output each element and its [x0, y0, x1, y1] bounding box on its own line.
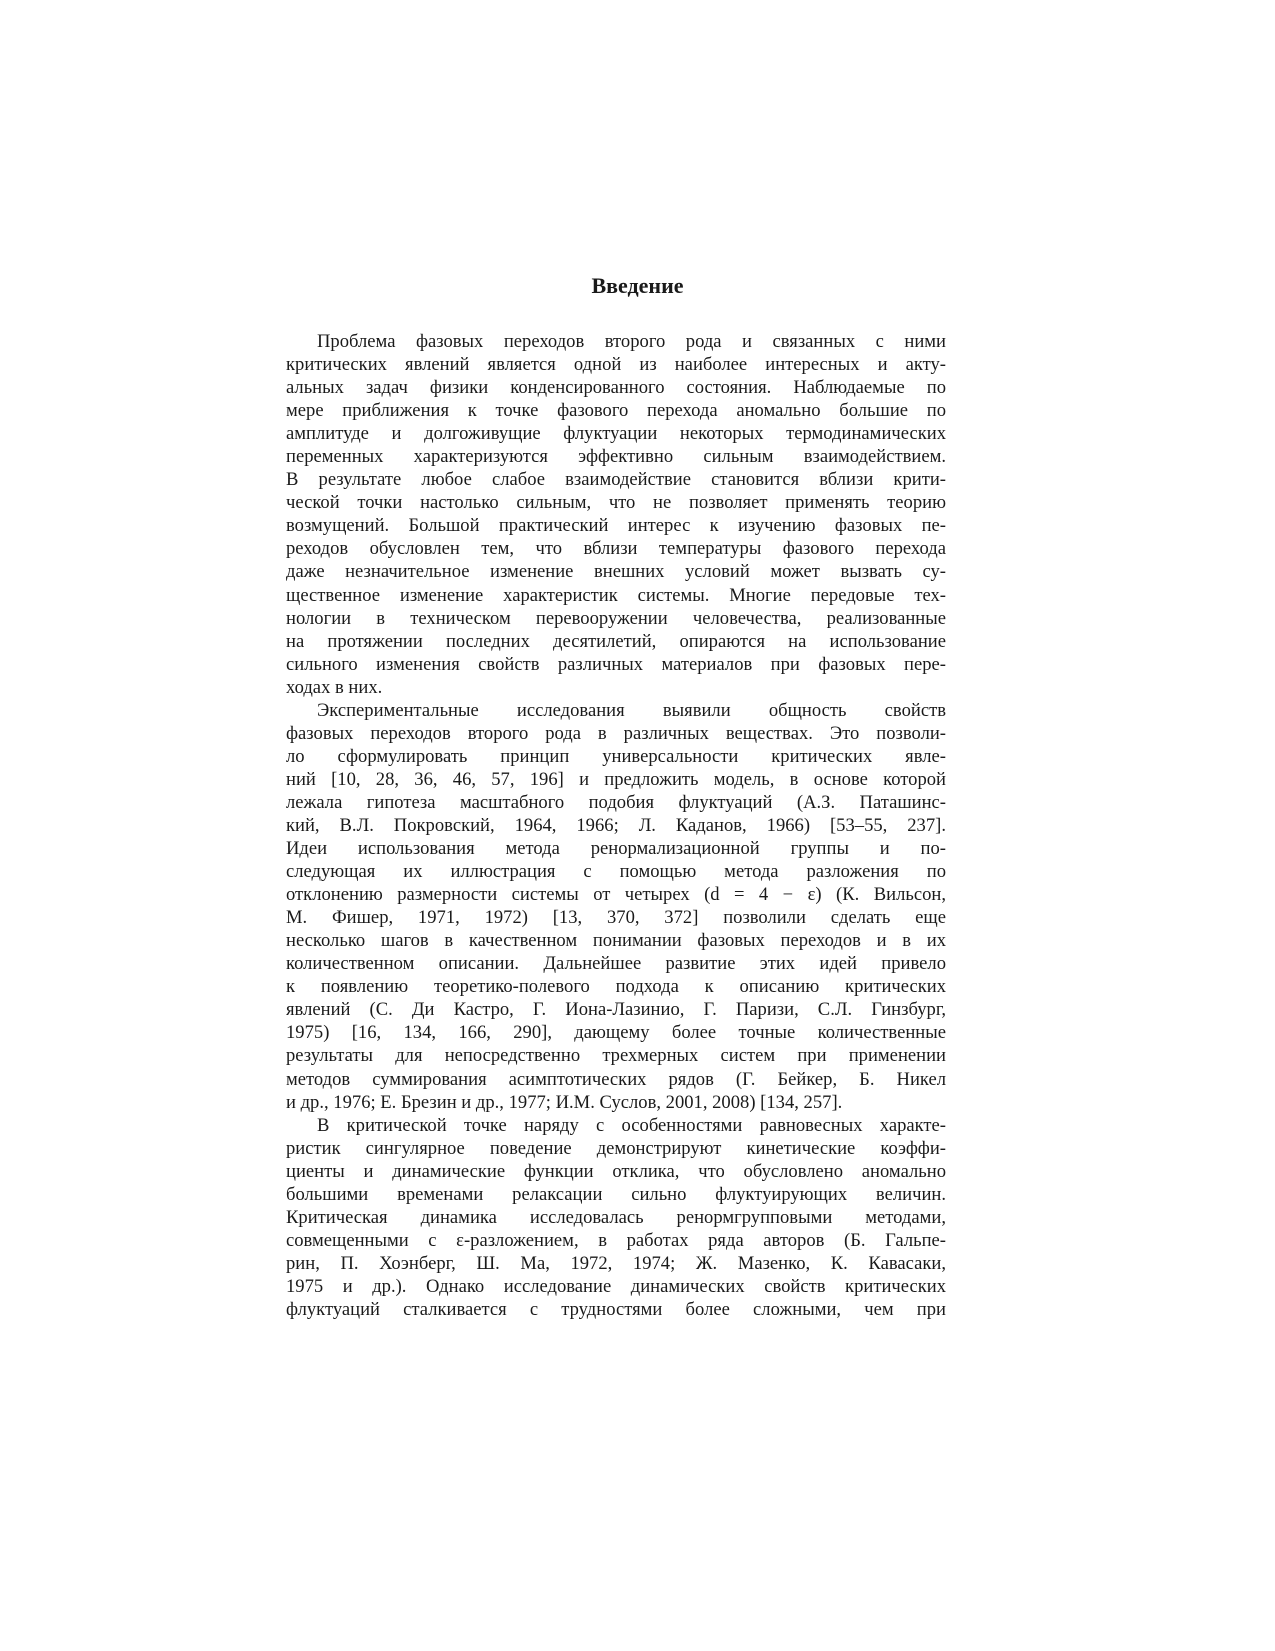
text-line: амплитуде и долгоживущие флуктуации некоторых термодинамических	[286, 423, 946, 445]
text-line: Критическая динамика исследовалась ренормгрупповыми методами,	[286, 1206, 946, 1228]
text-line: и др., 1976; Е. Брезин и др., 1977; И.М. Суслов, 2001, 2008) [134, 257].	[286, 1091, 843, 1113]
text-line: альных задач физики конденсированного состояния. Наблюдаемые по	[286, 377, 946, 399]
text-line: результаты для непосредственно трехмерных систем при применении	[286, 1045, 946, 1067]
text-line: критических явлений является одной из наиболее интересных и акту-	[286, 354, 946, 376]
text-line: циенты и динамические функции отклика, что обусловлено аномально	[286, 1160, 946, 1182]
text-line: реходов обусловлен тем, что вблизи температуры фазового перехода	[286, 538, 946, 560]
text-line: совмещенными с ε-разложением, в работах ряда авторов (Б. Гальпе-	[286, 1229, 946, 1251]
text-line: рин, П. Хоэнберг, Ш. Ма, 1972, 1974; Ж. Мазенко, К. Кавасаки,	[286, 1252, 946, 1274]
text-line: ний [10, 28, 36, 46, 57, 196] и предложить модель, в основе которой	[286, 768, 946, 790]
text-line: сильного изменения свойств различных материалов при фазовых пере-	[286, 653, 946, 675]
text-line: ристик сингулярное поведение демонстрируют кинетические коэффи-	[286, 1137, 946, 1159]
text-line: 1975 и др.). Однако исследование динамических свойств критических	[286, 1275, 946, 1297]
text-line: даже незначительное изменение внешних условий может вызвать су-	[286, 561, 946, 583]
text-line: фазовых переходов второго рода в различных веществах. Это позволи-	[286, 722, 946, 744]
text-line: М. Фишер, 1971, 1972) [13, 370, 372] позволили сделать еще	[286, 907, 946, 929]
text-line: отклонению размерности системы от четырех (d = 4 − ε) (К. Вильсон,	[286, 884, 946, 906]
text-line: 1975) [16, 134, 166, 290], дающему более точные количественные	[286, 1022, 946, 1044]
text-line: возмущений. Большой практический интерес к изучению фазовых пе-	[286, 515, 946, 537]
text-line: лежала гипотеза масштабного подобия флуктуаций (А.З. Паташинс-	[286, 791, 946, 813]
text-line: Экспериментальные исследования выявили общность свойств	[317, 699, 946, 721]
text-line: нологии в техническом перевооружении человечества, реализованные	[286, 607, 946, 629]
text-line: В критической точке наряду с особенностями равновесных характе-	[317, 1114, 946, 1136]
text-line: В результате любое слабое взаимодействие становится вблизи крити-	[286, 469, 946, 491]
text-line: ходах в них.	[286, 676, 383, 698]
paragraph-3	[286, 1114, 946, 1321]
text-line: явлений (С. Ди Кастро, Г. Иона-Лазинио, Г. Паризи, С.Л. Гинзбург,	[286, 999, 946, 1021]
text-line: флуктуаций сталкивается с трудностями более сложными, чем при	[286, 1298, 946, 1320]
page-title: Введение	[591, 273, 684, 298]
text-line: Проблема фазовых переходов второго рода и связанных с ними	[317, 331, 946, 352]
text-line: переменных характеризуются эффективно сильным взаимодействием.	[286, 446, 946, 468]
text-line: Идеи использования метода ренормализационной группы и по-	[286, 838, 946, 860]
paragraph-2	[286, 699, 946, 1114]
text-line: щественное изменение характеристик системы. Многие передовые тех-	[286, 584, 946, 606]
text-line: кий, В.Л. Покровский, 1964, 1966; Л. Каданов, 1966) [53–55, 237].	[286, 814, 946, 836]
text-line: большими временами релаксации сильно флуктуирующих величин.	[286, 1183, 946, 1205]
text-line: ло сформулировать принцип универсальности критических явле-	[286, 745, 946, 767]
body-text	[286, 330, 946, 1321]
text-line: методов суммирования асимптотических рядов (Г. Бейкер, Б. Никел	[286, 1068, 946, 1090]
text-line: мере приближения к точке фазового перехода аномально большие по	[286, 400, 946, 422]
text-line: следующая их иллюстрация с помощью метода разложения по	[286, 861, 946, 883]
text-line: количественном описании. Дальнейшее развитие этих идей привело	[286, 953, 946, 975]
text-line: к появлению теоретико-полевого подхода к описанию критических	[286, 976, 946, 998]
paragraph-1	[286, 330, 946, 699]
text-line: на протяжении последних десятилетий, опираются на использование	[286, 630, 946, 652]
text-line: ческой точки настолько сильным, что не позволяет применять теорию	[286, 492, 946, 514]
text-line: несколько шагов в качественном понимании фазовых переходов и в их	[286, 930, 946, 952]
